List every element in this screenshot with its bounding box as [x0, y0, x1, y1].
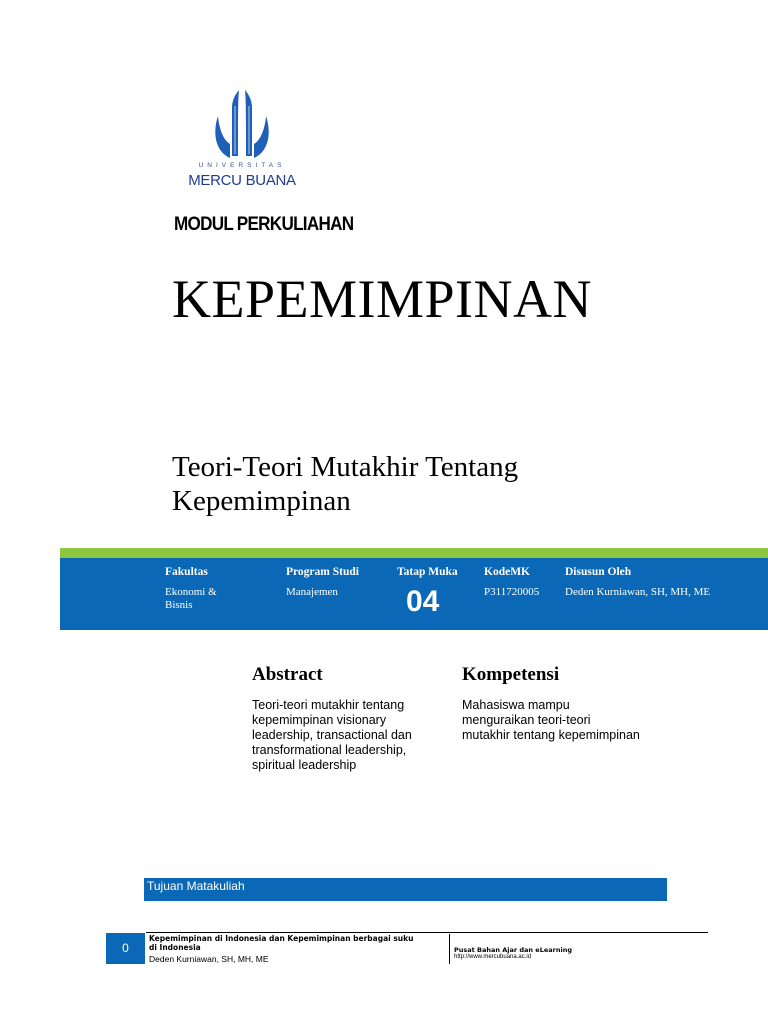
info-band — [60, 558, 768, 630]
kompetensi-body — [462, 698, 640, 743]
kompetensi-line: mutakhir tentang kepemimpinan — [462, 728, 640, 742]
module-label: MODUL PERKULIAHAN — [174, 214, 354, 235]
module-subtitle — [172, 450, 692, 518]
footer-url-link[interactable]: http://www.mercubuana.ac.id — [454, 954, 532, 960]
fakultas-value-line2: Bisnis — [165, 599, 193, 611]
footer-divider — [449, 934, 450, 964]
tujuan-matakuliah-bar: Tujuan Matakuliah — [144, 878, 667, 901]
fakultas-value-line1: Ekonomi & — [165, 586, 217, 598]
program-studi-label: Program Studi — [286, 566, 359, 578]
fakultas-value — [165, 586, 217, 612]
abstract-line: leadership, transactional dan — [252, 728, 412, 742]
footer-title — [149, 934, 439, 952]
logo-university-name: MERCU BUANA — [188, 172, 296, 189]
disusun-oleh-label: Disusun Oleh — [565, 566, 632, 578]
logo-universitas-text: UNIVERSITAS — [198, 162, 286, 169]
abstract-line: spiritual leadership — [252, 758, 357, 772]
fakultas-label: Fakultas — [165, 566, 208, 578]
footer-author: Deden Kurniawan, SH, MH, ME — [149, 954, 269, 964]
kompetensi-line: Mahasiswa mampu — [462, 698, 570, 712]
abstract-body — [252, 698, 412, 773]
abstract-line: kepemimpinan visionary — [252, 713, 387, 727]
green-stripe — [60, 548, 768, 558]
course-title: KEPEMIMPINAN — [172, 269, 593, 329]
footer-title-line2: di Indonesia — [149, 943, 201, 952]
abstract-line: Teori-teori mutakhir tentang — [252, 698, 405, 712]
program-studi-value: Manajemen — [286, 586, 338, 598]
abstract-heading: Abstract — [252, 664, 323, 685]
kodemk-label: KodeMK — [484, 566, 530, 578]
abstract-line: transformational leadership, — [252, 743, 407, 757]
kompetensi-heading: Kompetensi — [462, 664, 560, 685]
disusun-oleh-value: Deden Kurniawan, SH, MH, ME — [565, 586, 711, 598]
module-subtitle-line1: Teori-Teori Mutakhir Tentang — [172, 451, 519, 483]
module-subtitle-line2: Kepemimpinan — [172, 485, 351, 517]
tatap-muka-label: Tatap Muka — [397, 566, 458, 578]
footer-center-name: Pusat Bahan Ajar dan eLearning — [454, 946, 572, 954]
kompetensi-line: menguraikan teori-teori — [462, 713, 591, 727]
footer-title-line1: Kepemimpinan di Indonesia dan Kepemimpinan berbagai suku — [149, 934, 414, 943]
page-number: 0 — [106, 933, 145, 964]
tatap-muka-value: 04 — [406, 585, 440, 618]
kodemk-value: P311720005 — [484, 586, 540, 598]
footer-rule — [146, 932, 708, 933]
